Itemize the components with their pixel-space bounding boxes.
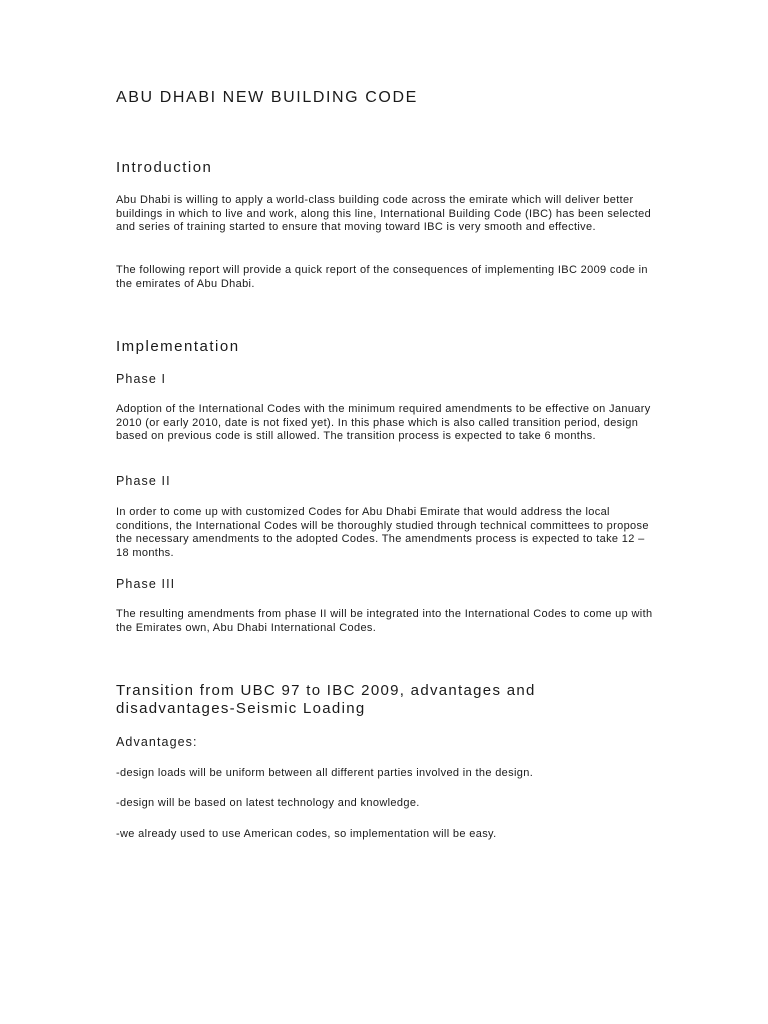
advantage-item-3: -we already used to use American codes, so implementation will be easy. [116, 828, 497, 840]
transition-heading: Transition from UBC 97 to IBC 2009, advantages and disadvantages-Seismic Loading [116, 682, 536, 717]
phase-3-paragraph: The resulting amendments from phase II will be integrated into the International Codes to come up with the Emirates own, Abu Dhabi International Codes. [116, 608, 653, 634]
introduction-heading: Introduction [116, 159, 213, 176]
phase-3-heading: Phase III [116, 577, 176, 591]
advantages-heading: Advantages: [116, 735, 198, 749]
advantage-item-2: -design will be based on latest technology and knowledge. [116, 797, 420, 809]
advantage-item-1: -design loads will be uniform between all different parties involved in the design. [116, 767, 534, 779]
implementation-heading: Implementation [116, 338, 240, 355]
phase-1-paragraph: Adoption of the International Codes with the minimum required amendments to be effective on January 2010 (or early 2010, date is not fixed yet). In this phase which is also called transition period, design based on previous code is still allowed. The transition process is expected to take 6 months. [116, 403, 651, 443]
document-title: ABU DHABI NEW BUILDING CODE [116, 89, 418, 106]
introduction-paragraph-1: Abu Dhabi is willing to apply a world-class building code across the emirate which will deliver better buildings in which to live and work, along this line, International Building Code (IBC) has been selected and series of training started to ensure that moving toward IBC is very smooth and effective. [116, 194, 652, 234]
phase-2-heading: Phase II [116, 474, 171, 488]
phase-1-heading: Phase I [116, 372, 167, 386]
introduction-paragraph-2: The following report will provide a quick report of the consequences of implementing IBC 2009 code in the emirates of Abu Dhabi. [116, 264, 648, 290]
phase-2-paragraph: In order to come up with customized Codes for Abu Dhabi Emirate that would address the local conditions, the International Codes will be thoroughly studied through technical committees to propose the necessary amendments to the adopted Codes. The amendments process is expected to take 12 – 18 months. [116, 506, 649, 559]
